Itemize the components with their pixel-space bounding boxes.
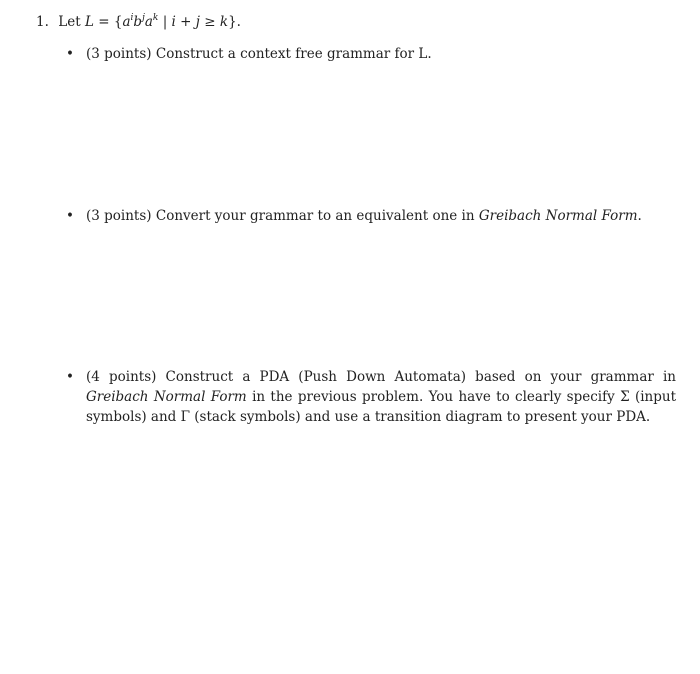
problem-statement [36,12,241,32]
bullet-body: Construct a context free grammar for L. [155,46,432,62]
points-label: (3 points) [86,46,152,62]
symbol-a-second: a [144,14,153,30]
symbol-b: b [133,14,143,30]
problem-number: 1. [36,14,49,30]
bullet-text [86,367,676,427]
set-close-brace: }. [228,14,241,30]
set-bar: | [162,14,168,30]
gnf-italic: Greibach Normal Form [478,208,638,224]
symbol-a-first: a [122,14,131,30]
bullet-marker: • [66,208,74,224]
language-symbol: L [84,14,94,30]
condition-i: i [171,14,176,30]
equals-sign: = [98,14,110,30]
problem-intro: Let [58,14,81,30]
bullet-text [86,206,676,226]
bullet-body-end: in the previous problem. You have to clearly specify Σ (input symbols) and Γ (stack symbols) and use a transition diagram to present your PDA. [86,389,676,425]
set-open-brace: { [113,14,123,30]
bullet-body: Construct a PDA (Push Down Automata) based on your grammar in [165,369,676,385]
bullet-body-end: . [637,208,642,224]
condition-k: k [219,14,229,30]
bullet-marker: • [66,46,74,62]
exponent-j: j [142,13,145,23]
points-label: (3 points) [86,208,152,224]
exponent-i: i [130,13,134,23]
bullet-marker: • [66,369,74,385]
gnf-italic: Greibach Normal Form [86,389,247,405]
bullet-text [86,44,676,64]
exponent-k: k [152,13,159,23]
condition-j: j [195,14,200,30]
bullet-item-pda [66,367,676,427]
geq-sign: ≥ [204,14,216,30]
bullet-item-cfg [66,44,676,64]
bullet-item-gnf [66,206,676,226]
points-label: (4 points) [86,369,157,385]
bullet-body: Convert your grammar to an equivalent one in [155,208,475,224]
plus-sign: + [180,14,192,30]
